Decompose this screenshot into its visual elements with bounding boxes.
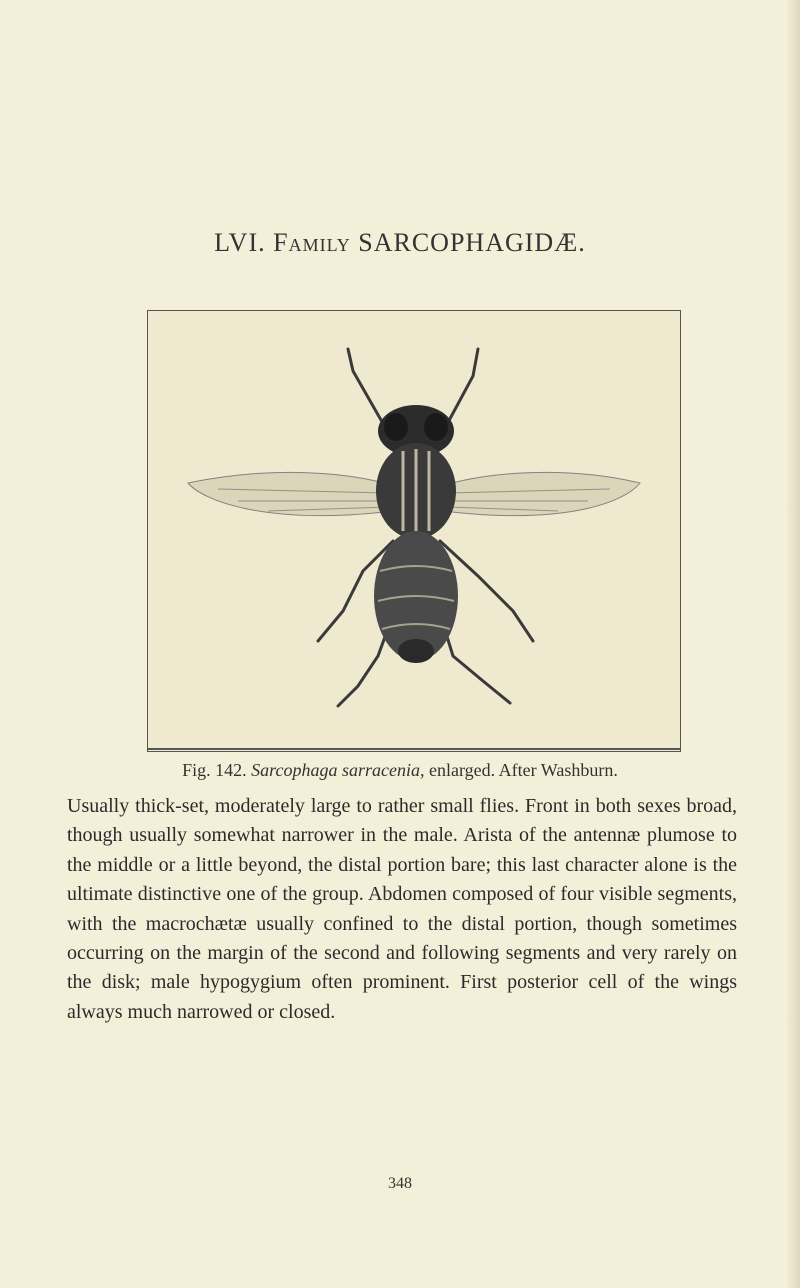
page-number: 348 [388, 1175, 412, 1192]
fly-drawing [148, 311, 680, 751]
heading-family-name: SARCOPHAGIDÆ. [358, 228, 586, 257]
caption-prefix: Fig. 142. [182, 760, 247, 780]
heading-family-label: Family [273, 228, 351, 257]
figure-illustration [147, 310, 681, 752]
caption-suffix: enlarged. After Washburn. [429, 760, 618, 780]
figure-caption [0, 760, 800, 781]
page-edge-shadow [786, 0, 800, 1288]
heading-number: LVI. [214, 228, 266, 257]
chapter-heading [0, 228, 800, 258]
caption-species: Sarcophaga sarracenia, [251, 760, 425, 780]
body-paragraph: Usually thick-set, moderately large to rather small flies. Front in both sexes broad, though usually somewhat narrower in the male. Arista of the antennæ plumose to the middle or a little beyond, the distal portion bare; this last character alone is the ultimate distinctive one of the group. Abdomen composed of four visible segments, with the macrochætæ usually confined to the distal portion, though sometimes occurring on the margin of the second and following segments and very rarely on the disk; male hypogygium often prominent. First posterior cell of the wings always much narrowed or closed. [67, 795, 737, 1023]
